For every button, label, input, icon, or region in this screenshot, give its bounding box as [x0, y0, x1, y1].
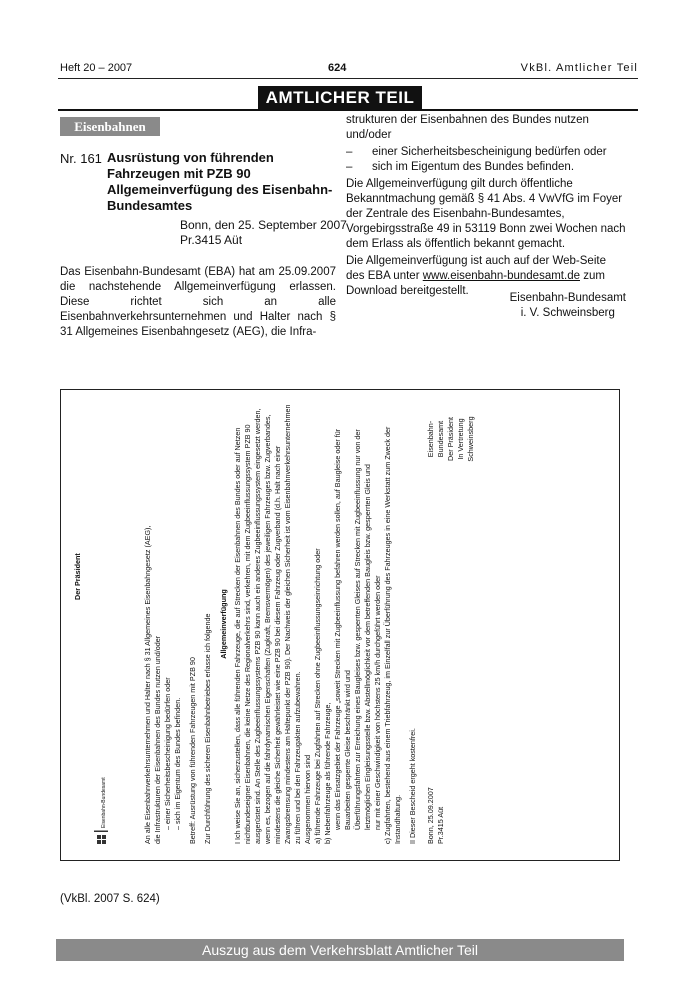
citation: (VkBl. 2007 S. 624) [60, 893, 160, 905]
issue-label: Heft 20 – 2007 [60, 62, 133, 74]
facsimile-rotated [61, 390, 621, 862]
article-date: Bonn, den 25. September 2007 [180, 218, 347, 232]
facsimile-section-i: I Ich weise Sie an, sicherzustellen, dass alle führenden Fahrzeuge, die auf Strecken der Eisenbahnen des Bundes oder auf Netzen nichtbundeseigner Eisenbahnen, die keine Netze des Regionalverkehrs sind, verkehren, mit dem Zugbeeinflussungssystem PZB 90 ausgerüstet sind. An Stelle des Zugbeeinflussungssystems PZB 90 kann auch ein anderes Zugbeeinflussungssystem eingesetzt werden, wenn es, bezogen auf die fahrdynamischen Eigenschaften (Zugkraft, Bremsvermögen) des jeweiligen Fahrzeuges bzw. Zugverbandes, mindestens die gleiche Sicherheit gewährleistet wie eine PZB 90 bei diesem Fahrzeug oder Zugverband (d.h. Halt nach einer Zwangsbremsung mindestens am Haltepunkt der PZB 90). Der Nachweis der gleichen Sicherheit ist vom Eisenbahnverkehrsunternehmen zu führen und bei den Fahrzeugakten aufzubewahren. [233, 404, 302, 844]
eba-logo [91, 756, 121, 846]
facsimile-item-b: b) Nebenfahrzeuge als führende Fahrzeuge, [323, 702, 332, 844]
facsimile-addressee: – sich im Eigentum des Bundes befinden. [173, 697, 182, 830]
section-banner: AMTLICHER TEIL [258, 86, 422, 110]
facsimile-date: Bonn, 25.09.2007 [426, 787, 435, 844]
facsimile-reference: Pr.3415 Aüt [436, 806, 445, 844]
facsimile-item-b-condition: wenn das Einsatzgebiet der Fahrzeuge „soweit Strecken mit Zugbeeinflussung befahren werden sollen, auf Baugleise oder für Bauarbeiten gesperrte Gleise beschränkt wird und [333, 428, 352, 830]
eba-link[interactable]: www.eisenbahn-bundesamt.de [422, 270, 580, 282]
facsimile-heading: Allgemeinverfügung [219, 589, 228, 659]
article-title-sub: Allgemeinverfügung des Eisenbahn-Bundesamtes [107, 182, 333, 213]
facsimile-item-c: c) Zugfahrten, bestehend aus einem Triebfahrzeug, im Einzelfall zur Überführung des Fahrzeuges in eine Werkstatt zum Zweck der Instandhaltung. [383, 426, 402, 844]
facsimile-sig-title: Der Präsident [446, 417, 455, 461]
facsimile-clip [61, 390, 621, 862]
article-reference: Pr.3415 Aüt [180, 233, 243, 247]
facsimile-sig-deputy: In Vertretung [456, 418, 465, 460]
section-tab: Eisenbahnen [60, 117, 160, 136]
web-paragraph-end: zum Download bereitgestellt. [346, 270, 605, 297]
document-facsimile [60, 389, 620, 861]
dash-item: – einer Sicherheitsbescheinigung bedürfen oder [346, 145, 626, 160]
facsimile-sig-authority: Eisenbahn-Bundesamt [426, 420, 445, 458]
web-paragraph-start: Die Allgemeinverfügung ist auch auf der Web-Seite des EBA unter [346, 255, 606, 282]
footer-bar: Auszug aus dem Verkehrsblatt Amtlicher Teil [56, 939, 624, 961]
journal-label: VkBl. Amtlicher Teil [520, 62, 638, 74]
article-title-main: Ausrüstung von führenden Fahrzeugen mit PZB 90 [107, 150, 274, 181]
right-column [346, 113, 626, 301]
publication-paragraph: Die Allgemeinverfügung gilt durch öffentliche Bekanntmachung gemäß § 41 Abs. 4 VwVfG im Foyer der Zentrale des Eisenbahn-Bundesamtes, Vorgebirgsstraße 49 in 53119 Bonn zwei Wochen nach dem Erlass als öffentlich bekannt gemacht. [346, 178, 626, 250]
right-lead: strukturen der Eisenbahnen des Bundes nutzen und/oder [346, 114, 589, 141]
eba-logo-text: Eisenbahn-Bundesamt [101, 777, 107, 828]
facsimile-addressee: – einer Sicherheitsbescheinigung bedürfen oder [163, 677, 172, 830]
article-number: Nr. 161 [60, 151, 102, 166]
facsimile-sig-name: Schweinsberg [466, 416, 475, 462]
facsimile-closing [426, 404, 475, 844]
facsimile-addressee: An alle Eisenbahnverkehrsunternehmen und Halter nach § 31 Allgemeines Eisenbahngesetz (AEG), [143, 525, 152, 844]
facsimile-president: Der Präsident [73, 553, 82, 600]
facsimile-signature [426, 404, 476, 474]
facsimile-exceptions: Ausgenommen hiervon sind [303, 754, 312, 844]
facsimile-item-b-condition: nur mit einer Geschwindigkeit von höchstens 25 km/h durchgeführt werden oder [373, 575, 382, 830]
article-dateline [180, 218, 347, 248]
facsimile-addressee: die Infrastrukturen der Eisenbahnen des Bundes nutzen und/oder [153, 635, 162, 844]
dash-item: – sich im Eigentum des Bundes befinden. [346, 160, 626, 175]
signature-block [510, 291, 626, 321]
page-number: 624 [328, 62, 347, 74]
facsimile-body [143, 404, 475, 844]
facsimile-item-b-condition: Überführungsfahrten zur Erreichung eines Baugleises bzw. gesperrten Gleises auf Strecken mit Zugbeeinflussung nur von der letztmöglichen Eingleisungsstelle bzw. Abstellmöglichkeit vor dem betreffenden Baugleis bzw. gesperrten Gleis und [353, 429, 372, 830]
facsimile-subject: Betreff: Ausrüstung von führenden Fahrzeugen mit PZB 90 [188, 657, 197, 844]
article-title [107, 150, 337, 214]
facsimile-item-a: a) führende Fahrzeuge bei Zugfahrten auf Strecken ohne Zugbeeinflussungseinrichtung oder [313, 548, 322, 844]
signature-name: i. V. Schweinsberg [520, 307, 615, 319]
facsimile-section-ii: II Dieser Bescheid ergeht kostenfrei. [408, 728, 417, 844]
header-divider [58, 78, 638, 79]
facsimile-preamble: Zur Durchführung des sicheren Eisenbahnbetriebes erlasse ich folgende [203, 613, 212, 844]
article-intro: Das Eisenbahn-Bundesamt (EBA) hat am 25.09.2007 die nachstehende Allgemeinverfügung erlassen. Diese richtet sich an alle Eisenbahnverkehrsunternehmen und Halter nach § 31 Allgemeines Eisenbahngesetz (AEG), die Infra- [60, 266, 336, 338]
signature-authority: Eisenbahn-Bundesamt [509, 292, 626, 304]
